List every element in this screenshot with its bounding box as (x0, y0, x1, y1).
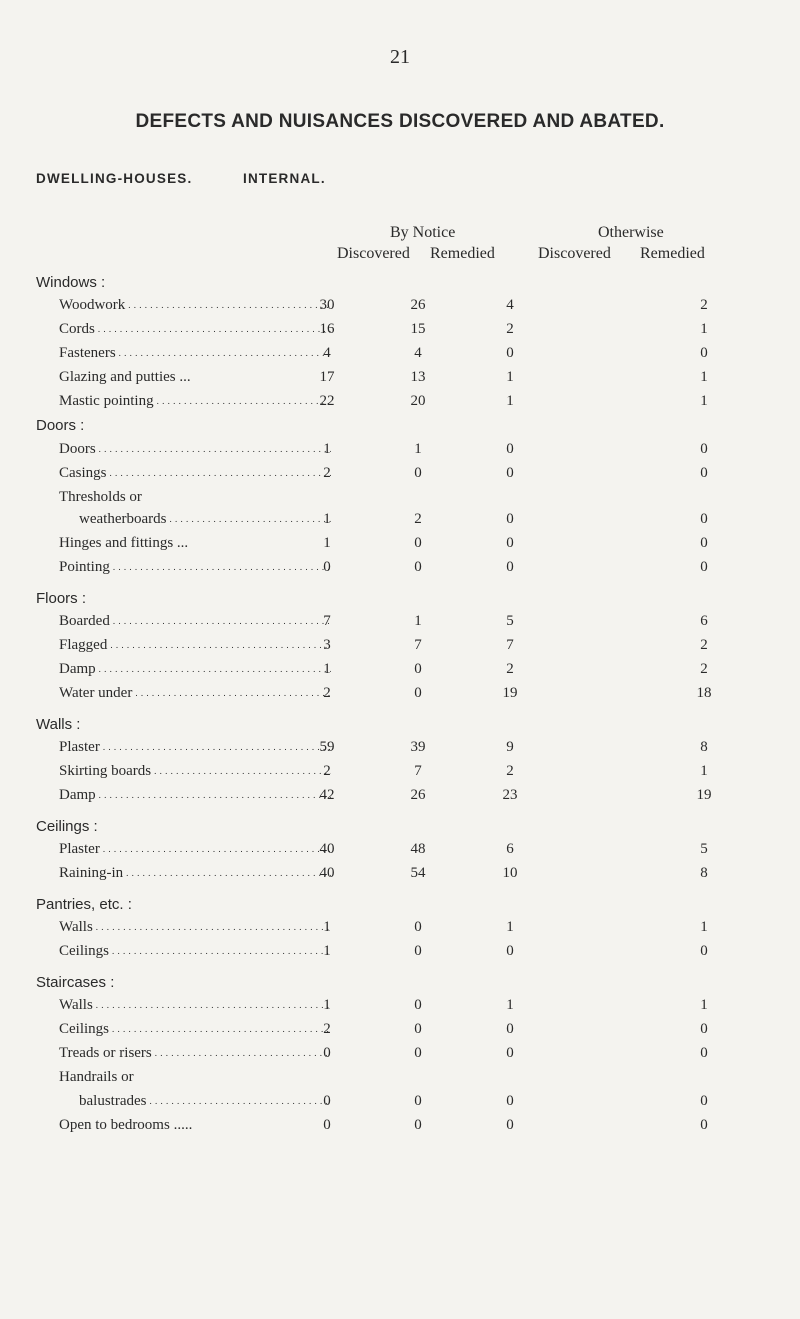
cell-value: 0 (414, 559, 422, 575)
cell-value: 3 (323, 637, 331, 653)
cell-value: 0 (414, 1021, 422, 1037)
cell-value: 0 (700, 1045, 708, 1061)
cell-value: 2 (323, 465, 331, 481)
cell-value: 1 (323, 919, 331, 935)
cell-value: 1 (506, 919, 514, 935)
cell-value: 0 (414, 997, 422, 1013)
cell-value: 1 (323, 943, 331, 959)
column-group-by-notice: By Notice (390, 224, 456, 241)
row-label (59, 441, 331, 458)
column-header-otherwise-discovered: Discovered (538, 245, 611, 262)
table-row (0, 393, 800, 415)
subtitle-internal: INTERNAL. (243, 171, 326, 186)
cell-value: 5 (700, 841, 708, 857)
cell-value: 59 (319, 739, 335, 755)
row-label-text: Ceilings (59, 943, 112, 959)
cell-value: 2 (323, 763, 331, 779)
cell-value: 0 (506, 559, 514, 575)
column-header-notice-remedied: Remedied (430, 245, 495, 262)
cell-value: 0 (506, 465, 514, 481)
cell-value: 2 (323, 1021, 331, 1037)
table-row (0, 465, 800, 487)
cell-value: 7 (506, 637, 514, 653)
cell-value: 2 (414, 511, 422, 527)
cell-value: 0 (700, 1021, 708, 1037)
cell-value: 0 (414, 685, 422, 701)
row-label-text: Plaster (59, 739, 103, 755)
cell-value: 19 (502, 685, 518, 701)
row-label-text: Glazing and putties ... (59, 369, 194, 385)
row-label-text: Woodwork (59, 297, 128, 313)
cell-value: 19 (696, 787, 712, 803)
cell-value: 2 (506, 763, 514, 779)
table-row (0, 613, 800, 635)
column-header-notice-discovered: Discovered (337, 245, 410, 262)
cell-value: 6 (506, 841, 514, 857)
table-row (0, 685, 800, 707)
table-row (0, 661, 800, 683)
cell-value: 2 (323, 685, 331, 701)
cell-value: 18 (696, 685, 712, 701)
cell-value: 23 (502, 787, 518, 803)
row-label-text: Boarded (59, 613, 113, 629)
section-header: Floors : (36, 590, 87, 607)
cell-value: 0 (323, 1093, 331, 1109)
cell-value: 0 (506, 1021, 514, 1037)
cell-value: 0 (506, 943, 514, 959)
row-label (59, 685, 331, 702)
table-row (0, 919, 800, 941)
table-row (0, 489, 800, 511)
cell-value: 0 (506, 1117, 514, 1133)
row-label (59, 763, 331, 780)
cell-value: 6 (700, 613, 708, 629)
row-label (59, 661, 331, 678)
cell-value: 4 (323, 345, 331, 361)
cell-value: 39 (410, 739, 426, 755)
row-label-text: Casings (59, 465, 110, 481)
column-group-otherwise: Otherwise (598, 224, 664, 241)
cell-value: 0 (414, 1093, 422, 1109)
table-row (0, 369, 800, 391)
row-label-text: Raining-in (59, 865, 126, 881)
section-header: Windows : (36, 274, 106, 291)
table-row (0, 637, 800, 659)
cell-value: 17 (319, 369, 335, 385)
cell-value: 1 (323, 997, 331, 1013)
cell-value: 26 (410, 297, 426, 313)
row-label (59, 637, 331, 654)
row-label-text: Flagged (59, 637, 110, 653)
cell-value: 1 (700, 919, 708, 935)
table-row (0, 345, 800, 367)
row-label (79, 1093, 331, 1110)
table-row (0, 321, 800, 343)
section-header: Ceilings : (36, 818, 98, 835)
cell-value: 8 (700, 865, 708, 881)
cell-value: 0 (414, 943, 422, 959)
row-label (59, 321, 331, 338)
row-label (59, 393, 331, 410)
cell-value: 40 (319, 841, 335, 857)
section-header: Walls : (36, 716, 81, 733)
cell-value: 0 (700, 943, 708, 959)
cell-value: 0 (700, 511, 708, 527)
cell-value: 0 (414, 1117, 422, 1133)
cell-value: 5 (506, 613, 514, 629)
table-row (0, 763, 800, 785)
cell-value: 0 (700, 345, 708, 361)
row-label (59, 841, 331, 858)
row-label-text: Open to bedrooms ..... (59, 1117, 195, 1133)
row-label-text: Pointing (59, 559, 113, 575)
row-label (59, 739, 331, 756)
row-label-text: Walls (59, 997, 96, 1013)
row-label (59, 1117, 331, 1134)
table-row (0, 1045, 800, 1067)
column-header-otherwise-remedied: Remedied (640, 245, 705, 262)
row-label-text: balustrades (79, 1093, 149, 1109)
cell-value: 0 (414, 661, 422, 677)
row-label (59, 535, 331, 552)
cell-value: 0 (414, 465, 422, 481)
cell-value: 42 (319, 787, 335, 803)
cell-value: 2 (506, 321, 514, 337)
cell-value: 1 (323, 535, 331, 551)
table-row (0, 1093, 800, 1115)
row-label (79, 511, 331, 528)
table-row (0, 787, 800, 809)
cell-value: 15 (410, 321, 426, 337)
table-row (0, 1117, 800, 1139)
row-label (59, 787, 331, 804)
cell-value: 0 (414, 919, 422, 935)
cell-value: 0 (700, 465, 708, 481)
cell-value: 7 (414, 763, 422, 779)
row-label (59, 1069, 331, 1086)
cell-value: 1 (506, 369, 514, 385)
cell-value: 1 (700, 321, 708, 337)
cell-value: 0 (323, 1045, 331, 1061)
cell-value: 1 (414, 441, 422, 457)
subtitle-dwelling-houses: DWELLING-HOUSES. (36, 171, 193, 186)
cell-value: 2 (700, 637, 708, 653)
table-row (0, 441, 800, 463)
table-row (0, 739, 800, 761)
cell-value: 0 (700, 535, 708, 551)
row-label (59, 465, 331, 482)
cell-value: 1 (323, 511, 331, 527)
cell-value: 0 (506, 1045, 514, 1061)
row-label-text: Doors (59, 441, 99, 457)
cell-value: 2 (700, 297, 708, 313)
page-number: 21 (390, 46, 410, 68)
cell-value: 0 (506, 535, 514, 551)
cell-value: 8 (700, 739, 708, 755)
table-row (0, 865, 800, 887)
table-row (0, 841, 800, 863)
row-label-text: Damp (59, 787, 99, 803)
cell-value: 0 (506, 441, 514, 457)
cell-value: 0 (506, 1093, 514, 1109)
cell-value: 0 (506, 511, 514, 527)
table-row (0, 943, 800, 965)
cell-value: 2 (700, 661, 708, 677)
section-header: Staircases : (36, 974, 115, 991)
section-header: Doors : (36, 417, 85, 434)
cell-value: 13 (410, 369, 426, 385)
row-label (59, 345, 331, 362)
cell-value: 0 (414, 1045, 422, 1061)
cell-value: 2 (506, 661, 514, 677)
row-label-text: Skirting boards (59, 763, 154, 779)
cell-value: 1 (506, 997, 514, 1013)
page-title: DEFECTS AND NUISANCES DISCOVERED AND ABATED. (135, 111, 665, 132)
row-label-text: Fasteners (59, 345, 119, 361)
row-label (59, 1021, 331, 1038)
row-label-text: Treads or risers (59, 1045, 155, 1061)
row-label-text: Walls (59, 919, 96, 935)
cell-value: 0 (323, 1117, 331, 1133)
cell-value: 0 (414, 535, 422, 551)
cell-value: 1 (414, 613, 422, 629)
cell-value: 1 (700, 369, 708, 385)
table-row (0, 511, 800, 533)
row-label (59, 865, 331, 882)
cell-value: 30 (319, 297, 335, 313)
cell-value: 1 (323, 661, 331, 677)
table-row (0, 535, 800, 557)
table-row (0, 1021, 800, 1043)
cell-value: 22 (319, 393, 335, 409)
cell-value: 1 (323, 441, 331, 457)
cell-value: 10 (502, 865, 518, 881)
cell-value: 0 (700, 1093, 708, 1109)
table-row (0, 559, 800, 581)
table-row (0, 297, 800, 319)
cell-value: 40 (319, 865, 335, 881)
cell-value: 48 (410, 841, 426, 857)
row-label (59, 1045, 331, 1062)
cell-value: 0 (700, 1117, 708, 1133)
cell-value: 4 (414, 345, 422, 361)
cell-value: 4 (506, 297, 514, 313)
cell-value: 20 (410, 393, 426, 409)
row-label-text: Plaster (59, 841, 103, 857)
cell-value: 1 (700, 763, 708, 779)
table-row (0, 1069, 800, 1091)
row-label-text: Ceilings (59, 1021, 112, 1037)
cell-value: 0 (700, 441, 708, 457)
row-label (59, 613, 331, 630)
row-label-text: Thresholds or (59, 489, 145, 505)
cell-value: 0 (506, 345, 514, 361)
cell-value: 1 (506, 393, 514, 409)
row-label (59, 489, 331, 506)
cell-value: 1 (700, 997, 708, 1013)
row-label-text: Cords (59, 321, 98, 337)
row-label-text: Mastic pointing (59, 393, 157, 409)
cell-value: 54 (410, 865, 426, 881)
row-label-text: weatherboards (79, 511, 169, 527)
cell-value: 16 (319, 321, 335, 337)
row-label (59, 919, 331, 936)
cell-value: 0 (700, 559, 708, 575)
cell-value: 7 (414, 637, 422, 653)
row-label (59, 943, 331, 960)
cell-value: 7 (323, 613, 331, 629)
section-header: Pantries, etc. : (36, 896, 132, 913)
cell-value: 9 (506, 739, 514, 755)
row-label-text: Hinges and fittings ... (59, 535, 191, 551)
table-row (0, 997, 800, 1019)
row-label-text: Handrails or (59, 1069, 137, 1085)
cell-value: 26 (410, 787, 426, 803)
row-label (59, 369, 331, 386)
row-label (59, 559, 331, 576)
cell-value: 0 (323, 559, 331, 575)
row-label (59, 997, 331, 1014)
cell-value: 1 (700, 393, 708, 409)
row-label (59, 297, 331, 314)
row-label-text: Water under (59, 685, 135, 701)
row-label-text: Damp (59, 661, 99, 677)
